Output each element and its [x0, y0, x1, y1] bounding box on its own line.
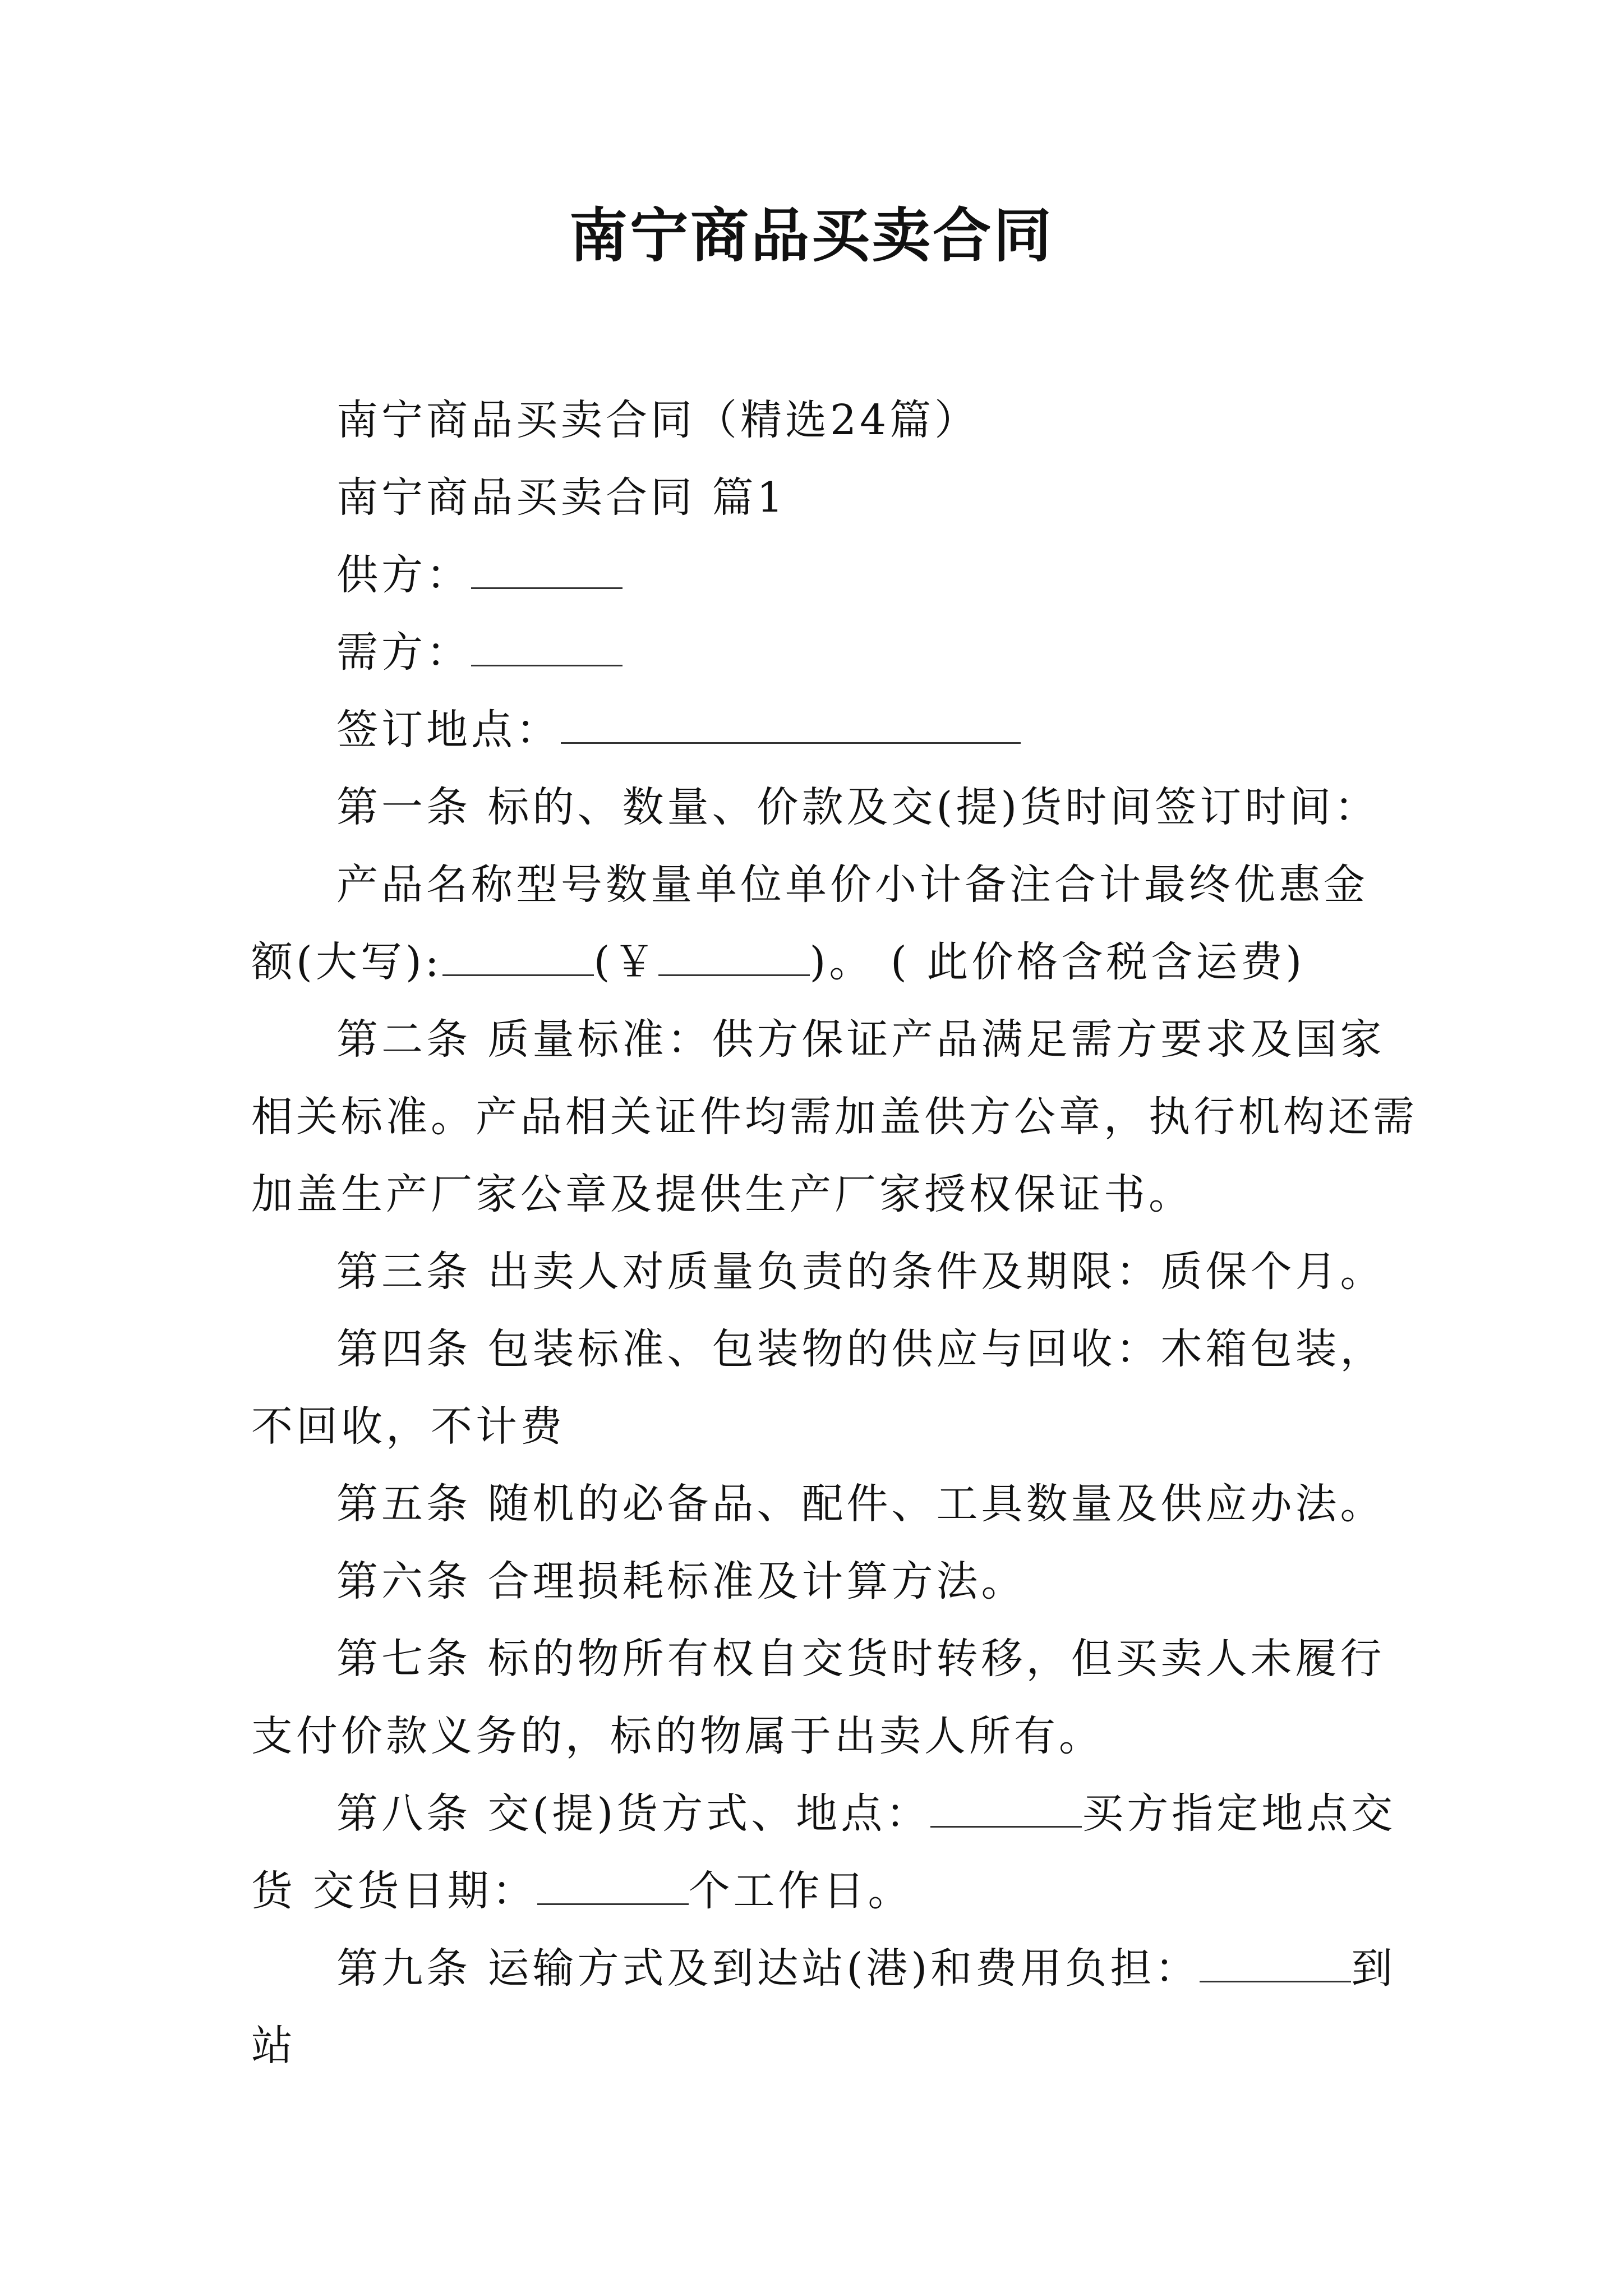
- signing-place-blank: [561, 708, 1021, 744]
- paragraph-article-2: [251, 1001, 1418, 1233]
- paragraph-supplier: [251, 536, 1378, 614]
- product-amount-line-1: 产品名称型号数量单位单价小计备注合计最终优惠金: [336, 861, 1368, 909]
- amount-words-label: 额(大写):: [251, 938, 442, 986]
- paragraph-article-1: [251, 769, 1378, 846]
- article-8-line-1: [251, 1775, 1396, 1852]
- amount-yen-label: (￥: [593, 938, 658, 986]
- transport-blank: [1200, 1947, 1351, 1982]
- article-7-line-2: 支付价款义务的，标的物属于出卖人所有。: [251, 1712, 1104, 1760]
- supplier-blank: [471, 554, 623, 589]
- paragraph-section-heading: [251, 459, 1378, 536]
- amount-yen-blank: [658, 941, 810, 976]
- paragraph-buyer: [251, 614, 1378, 691]
- article-4-line-2: 不回收，不计费: [251, 1402, 565, 1451]
- article-9-suffix: 到: [1351, 1944, 1396, 1993]
- article-2-line-2: 相关标准。产品相关证件均需加盖供方公章，执行机构还需: [251, 1093, 1418, 1141]
- delivery-date-blank: [537, 1870, 689, 1905]
- paragraph-article-5: [251, 1465, 1385, 1543]
- article-9-label: 第九条 运输方式及到达站(港)和费用负担：: [336, 1944, 1200, 1993]
- delivery-date-suffix: 个工作日。: [688, 1867, 913, 1915]
- buyer-blank: [471, 631, 623, 666]
- paragraph-article-9: [251, 1930, 1396, 2085]
- amount-words-blank: [442, 941, 594, 976]
- subtitle-text: 南宁商品买卖合同（精选24篇）: [336, 396, 980, 444]
- article-9-line-1: [251, 1930, 1396, 2007]
- paragraph-article-8: [251, 1775, 1396, 1930]
- paragraph-article-3: [251, 1233, 1385, 1310]
- paragraph-subtitle: [251, 381, 1378, 459]
- paragraph-article-4: [251, 1310, 1385, 1465]
- article-6-text: 第六条 合理损耗标准及计算方法。: [336, 1557, 1026, 1605]
- signing-place-label: 签订地点：: [336, 706, 561, 754]
- article-5-text: 第五条 随机的必备品、配件、工具数量及供应办法。: [336, 1480, 1385, 1528]
- article-8-label: 第八条 交(提)货方式、地点：: [336, 1789, 931, 1838]
- supplier-label: 供方：: [336, 551, 471, 599]
- buyer-label: 需方：: [336, 628, 471, 677]
- article-1-text: 第一条 标的、数量、价款及交(提)货时间签订时间：: [336, 783, 1380, 831]
- article-2-line-3: 加盖生产厂家公章及提供生产厂家授权保证书。: [251, 1170, 1193, 1218]
- paragraph-article-6: [251, 1543, 1378, 1620]
- document-title: 南宁商品买卖合同: [569, 201, 1054, 270]
- delivery-date-label: 货 交货日期：: [251, 1867, 537, 1915]
- paragraph-signing-place: [251, 691, 1378, 769]
- article-7-line-1: 第七条 标的物所有权自交货时转移，但买卖人未履行: [336, 1635, 1385, 1683]
- section-heading-text: 南宁商品买卖合同 篇1: [336, 473, 787, 522]
- article-3-text: 第三条 出卖人对质量负责的条件及期限：质保个月。: [336, 1248, 1385, 1296]
- article-2-line-1: 第二条 质量标准：供方保证产品满足需方要求及国家: [336, 1015, 1385, 1064]
- product-amount-line-2: [251, 923, 1378, 1001]
- article-4-line-1: 第四条 包装标准、包装物的供应与回收：木箱包装，: [336, 1325, 1385, 1373]
- document-body: [251, 381, 1418, 2085]
- amount-note: )。 ( 此价格含税含运费): [809, 938, 1306, 986]
- article-8-line-2: [251, 1852, 1378, 1930]
- paragraph-article-7: [251, 1620, 1385, 1775]
- delivery-method-blank: [930, 1792, 1082, 1828]
- paragraph-product-amount: [251, 846, 1378, 1001]
- article-8-place-text: 买方指定地点交: [1082, 1789, 1396, 1838]
- article-9-line-2: 站: [251, 2022, 296, 2070]
